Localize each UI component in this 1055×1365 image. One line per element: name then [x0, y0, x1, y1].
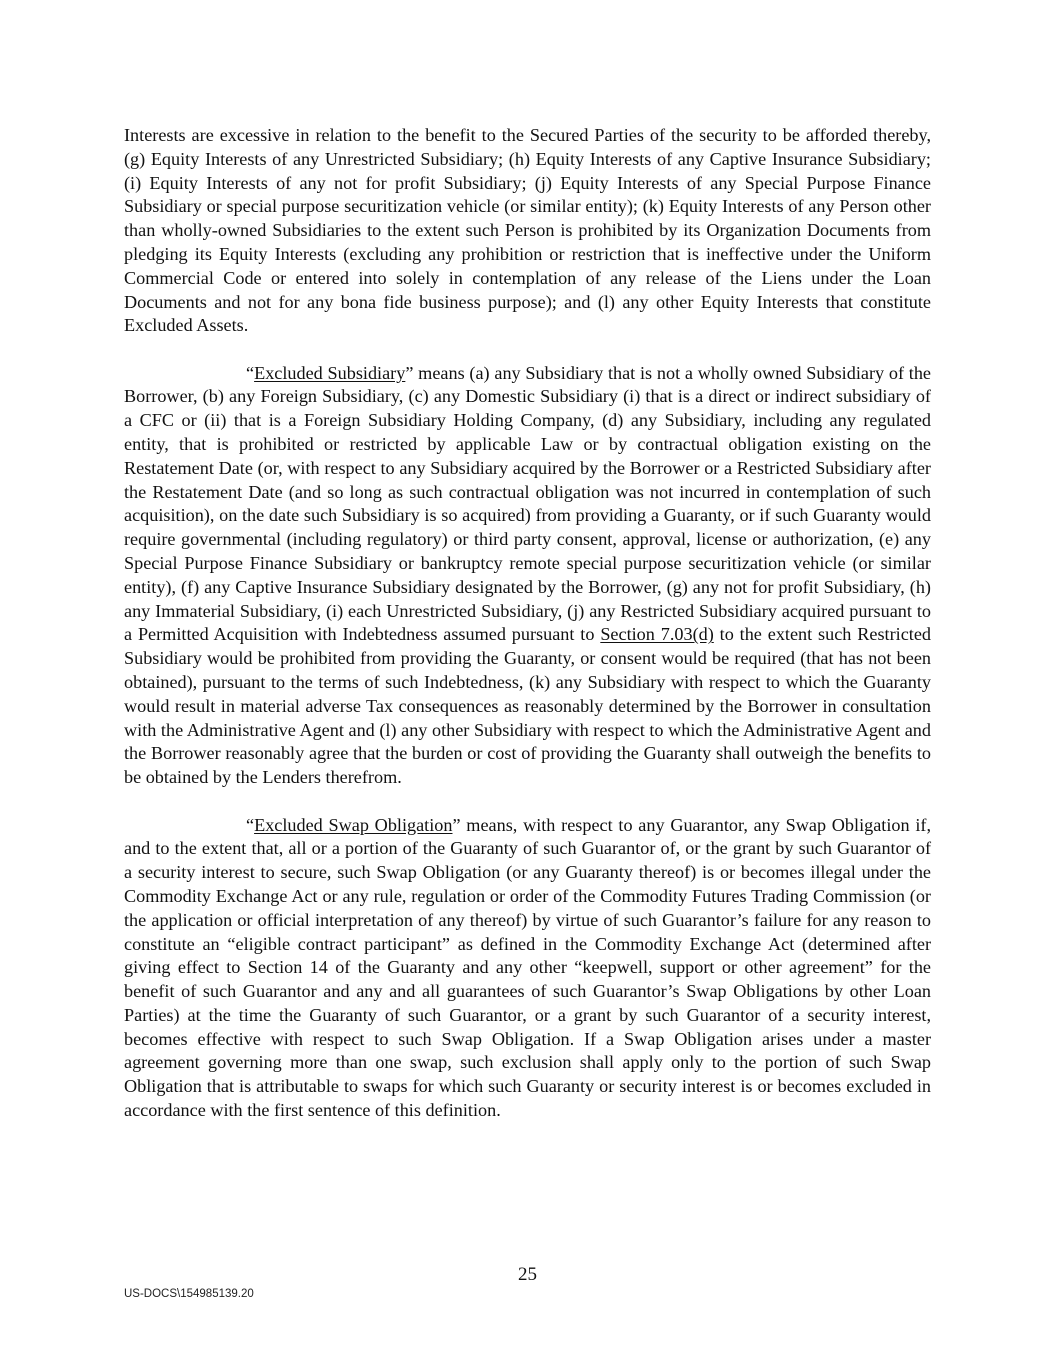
document-body: [124, 124, 931, 1146]
paragraph-text: Interests are excessive in relation to the benefit to the Secured Parties of the security to be afforded thereby, (g) Equity Interests of any Unrestricted Subsidiary; (h) Equity Interests of any Captive Insurance Subsidiary; (i) Equity Interests of any not for profit Subsidiary; (j) Equity Interests of any Special Purpose Finance Subsidiary or special purpose securitization vehicle (or similar entity); (k) Equity Interests of any Person other than wholly-owned Subsidiaries to the extent such Person is prohibited by its Organization Documents from pledging its Equity Interests (excluding any prohibition or restriction that is ineffective under the Uniform Commercial Code or entered into solely in contemplation of any release of the Liens under the Loan Documents and not for any bona fide business purpose); and (l) any other Equity Interests that constitute Excluded Assets.: [124, 125, 931, 336]
open-quote: “: [246, 814, 255, 835]
defined-term-excluded-subsidiary: Excluded Subsidiary: [254, 362, 406, 383]
paragraph-text: to the extent such Restricted Subsidiary would be prohibited from providing the Guaranty, or consent would be required (that has not been obtained), pursuant to the terms of such Indebtedness, (k) any Subsidiary with respect to which the Guaranty would result in material adverse Tax consequences as reasonably determined by the Borrower in consultation with the Administrative Agent and (l) any other Subsidiary with respect to which the Administrative Agent and the Borrower reasonably agree that the burden or cost of providing the Guaranty shall outweigh the benefits to be obtained by the Lenders therefrom.: [124, 624, 932, 788]
open-quote: “: [246, 362, 255, 383]
paragraph-text: ” means, with respect to any Guarantor, any Swap Obligation if, and to the extent that, all or a portion of the Guaranty of such Guarantor of, or the grant by such Guarantor of a security interest to secure, such Swap Obligation (or any Guaranty thereof) is or becomes illegal under the Commodity Exchange Act or any rule, regulation or order of the Commodity Futures Trading Commission (or the application or official interpretation of any thereof) by virtue of such Guarantor’s failure for any reason to constitute an “eligible contract participant” as defined in the Commodity Exchange Act (determined after giving effect to Section 14 of the Guaranty and any other “keepwell, support or other agreement” for the benefit of such Guarantor and any and all guarantees of such Guarantor’s Swap Obligations by other Loan Parties) at the time the Guaranty of such Guarantor, or a grant by such Guarantor of a security interest, becomes effective with respect to such Swap Obligation. If a Swap Obligation arises under a master agreement governing more than one swap, such exclusion shall apply only to the portion of such Swap Obligation that is attributable to swaps for which such Guaranty or security interest is or becomes excluded in accordance with the first sentence of this definition.: [124, 814, 931, 1121]
defined-term-excluded-swap-obligation: Excluded Swap Obligation: [254, 814, 453, 835]
paragraph-text: ” means (a) any Subsidiary that is not a wholly owned Subsidiary of the Borrower, (b) any Foreign Subsidiary, (c) any Domestic Subsidiary (i) that is a direct or indirect subsidiary of a CFC or (ii) that is a Foreign Subsidiary Holding Company, (d) any Subsidiary, including any regulated entity, that is prohibited or restricted by applicable Law or by contractual obligation existing on the Restatement Date (or, with respect to any Subsidiary acquired by the Borrower or a Restricted Subsidiary after the Restatement Date (and so long as such contractual obligation was not incurred in contemplation of such acquisition), on the date such Subsidiary is so acquired) from providing a Guaranty, or if such Guaranty would require governmental (including regulatory) or third party consent, approval, license or authorization, (e) any Special Purpose Finance Subsidiary or bankruptcy remote special purpose securitization vehicle (or similar entity), (f) any Captive Insurance Subsidiary designated by the Borrower, (g) any not for profit Subsidiary, (h) any Immaterial Subsidiary, (i) each Unrestricted Subsidiary, (j) any Restricted Subsidiary acquired pursuant to a Permitted Acquisition with Indebtedness assumed pursuant to: [124, 362, 931, 645]
paragraph-excluded-subsidiary: [124, 362, 931, 790]
section-reference-7-03-d: Section 7.03(d): [600, 624, 714, 645]
paragraph-excluded-swap-obligation: [124, 814, 931, 1123]
document-id: US-DOCS\154985139.20: [124, 1288, 254, 1300]
page-number: 25: [518, 1264, 537, 1285]
paragraph-equity-interests-continuation: [124, 124, 931, 338]
